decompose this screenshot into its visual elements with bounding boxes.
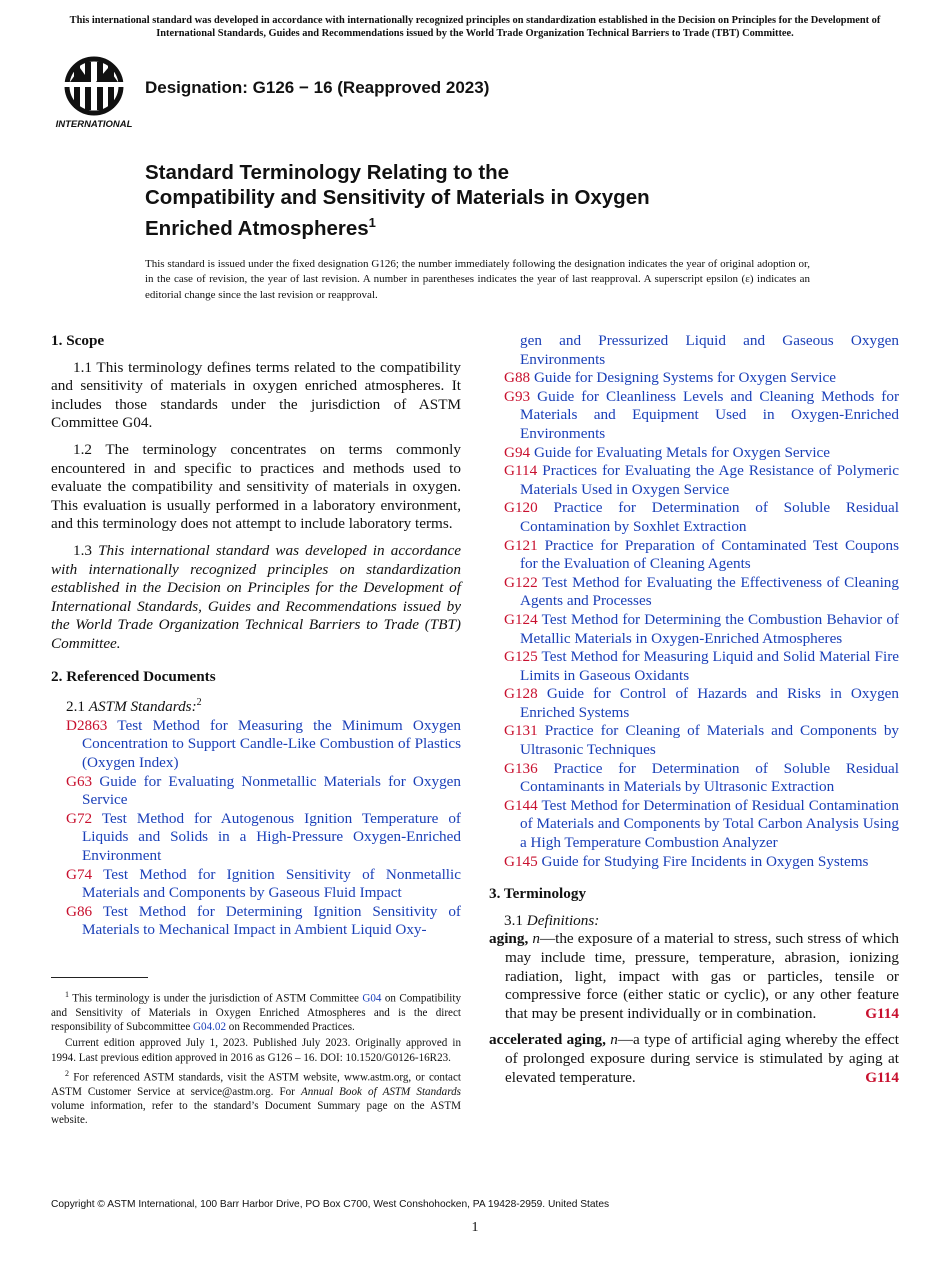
reference-title[interactable]: Guide for Control of Hazards and Risks in Oxygen Enriched Systems (520, 685, 900, 721)
title-line-3: Enriched Atmospheres$^1$ (145, 215, 376, 240)
reference-item (489, 685, 899, 722)
reference-item (489, 648, 899, 685)
term-text: —the exposure of a material to stress, such stress of which may include time, pressure, temperature, abrasion, ionizing radiation, light, impact with gas or particles, tensile or compressive force (either static or cyclic), or any other feature that may be present individually or in combination. (505, 930, 900, 1022)
reference-title[interactable]: Test Method for Ignition Sensitivity of Nonmetallic Materials and Components by Gaseous Fluid Impact (82, 865, 461, 902)
reference-title[interactable]: Test Method for Determination of Residual Contamination of Materials and Components by Total Carbon Analysis Using a High Temperature Combustion Analyzer (520, 796, 899, 852)
reference-code[interactable]: G124 (504, 610, 538, 628)
reference-code[interactable]: G94 (504, 443, 531, 461)
term-source-ref[interactable]: G114 (865, 1068, 899, 1086)
reference-item (489, 369, 899, 388)
footnote-2: $^2$ For referenced ASTM standards, visit the ASTM website, www.astm.org, or contact ASTM Customer Service at service@astm.org. For Annual Book of ASTM Standards volume information, refer to the standard’s Document Summary page on the ASTM website. (51, 1068, 461, 1126)
reference-title[interactable]: Guide for Cleanliness Levels and Cleaning Methods for Materials and Equipment Used in Oxygen-Enriched Environments (520, 387, 900, 442)
term-text: —a type of artificial aging whereby the effect of prolonged exposure during service is stimulated by aging at elevated temperature. (505, 1031, 900, 1086)
reference-item (489, 760, 899, 797)
reference-title[interactable]: Practice for Cleaning of Materials and Components by Ultrasonic Techniques (520, 722, 900, 759)
logo-text: INTERNATIONAL (55, 119, 133, 130)
reference-code[interactable]: G120 (504, 499, 538, 517)
footnote-rule (51, 977, 148, 978)
reference-code[interactable]: G145 (504, 852, 538, 870)
left-reference-list (51, 717, 461, 940)
right-column (489, 332, 899, 1087)
reference-item (489, 537, 899, 574)
reference-item (489, 574, 899, 611)
reference-title[interactable]: Guide for Studying Fire Incidents in Oxygen Systems (541, 852, 869, 870)
reference-code[interactable]: D2863 (66, 716, 108, 734)
copyright: Copyright © ASTM International, 100 Barr Harbor Drive, PO Box C700, West Conshohocken, PA 19428-2959. United States (51, 1199, 610, 1210)
reference-code[interactable]: G128 (504, 685, 538, 703)
header-note: This international standard was developed in accordance with internationally recognized principles on standardization established in the Decision on Principles for the Development of International Standards, Guides and Recommendations issued by the World Trade Organization Technical Barriers to Trade (TBT) Committee. (69, 15, 881, 39)
committee-link[interactable]: G04 (362, 992, 382, 1005)
page-number: 1 (471, 1220, 479, 1235)
title-line-1: Standard Terminology Relating to the (145, 161, 510, 184)
term-part-of-speech: n (532, 930, 540, 948)
term-definition (489, 930, 899, 1023)
footnotes (51, 988, 461, 1129)
reference-code[interactable]: G88 (504, 369, 531, 387)
reference-item (489, 722, 899, 759)
reference-item (489, 388, 899, 444)
document-title (145, 160, 845, 241)
issue-note: This standard is issued under the fixed designation G126; the number immediately following the designation indicates the year of original adoption or, in the case of revision, the year of last revision. A number in parentheses indicates the year of last reapproval. A superscript epsilon (ε) indicates an editorial change since the last revision or reapproval. (145, 258, 810, 301)
scope-paragraph-1: 1.1 This terminology defines terms related to the compatibility and sensitivity of materials in oxygen enriched atmospheres. It includes those standards under the jurisdiction of ASTM Committee G04. (51, 358, 461, 432)
reference-item (489, 462, 899, 499)
reference-title[interactable]: Test Method for Measuring the Minimum Oxygen Concentration to Support Candle-Like Combustion of Plastics (Oxygen Index) (82, 716, 461, 771)
reference-title[interactable]: Test Method for Determining the Combustion Behavior of Metallic Materials in Oxygen-Enriched Atmospheres (520, 610, 899, 647)
reference-title[interactable]: Test Method for Determining Ignition Sensitivity of Materials to Mechanical Impact in Ambient Liquid Oxy- (82, 902, 461, 939)
reference-code[interactable]: G74 (66, 865, 93, 883)
reference-item (51, 717, 461, 773)
reference-item (489, 797, 899, 853)
astm-logo-icon (52, 56, 136, 132)
left-column (51, 332, 461, 940)
reference-item (51, 903, 461, 940)
subcommittee-link[interactable]: G04.02 (193, 1021, 227, 1034)
terminology-heading: 3. Terminology (489, 885, 587, 903)
reference-code[interactable]: G144 (504, 796, 538, 814)
reference-code[interactable]: G72 (66, 809, 93, 827)
reference-title[interactable]: Guide for Evaluating Metals for Oxygen Service (533, 443, 831, 461)
scope-heading: 1. Scope (51, 332, 105, 349)
astm-logo (52, 56, 136, 132)
reference-code[interactable]: G122 (504, 573, 538, 591)
reference-title[interactable]: Guide for Evaluating Nonmetallic Materials for Oxygen Service (82, 772, 462, 809)
reference-title[interactable]: Practice for Determination of Soluble Residual Contamination by Soxhlet Extraction (520, 499, 900, 535)
reference-code[interactable]: G86 (66, 902, 93, 920)
footnote-edition: Current edition approved July 1, 2023. Published July 2023. Originally approved in 1994. Last previous edition approved in 2016 as G126 – 16. DOI: 10.1520/G0126-16R23. (51, 1037, 461, 1064)
refdocs-heading: 2. Referenced Documents (51, 667, 216, 685)
right-reference-list (489, 369, 899, 871)
reference-code[interactable]: G131 (504, 722, 538, 740)
reference-item (51, 810, 461, 866)
reference-title[interactable]: Test Method for Measuring Liquid and Solid Material Fire Limits in Gaseous Oxidants (520, 648, 900, 684)
reference-title[interactable]: Test Method for Autogenous Ignition Temperature of Liquids and Solids in a High-Pressure Oxygen-Enriched Environment (82, 809, 461, 864)
definitions-subheading: 3.1 Definitions: (504, 911, 600, 929)
reference-title[interactable]: Practices for Evaluating the Age Resistance of Polymeric Materials Used in Oxygen Service (520, 462, 899, 498)
term-word: accelerated aging, (489, 1031, 606, 1049)
reference-item (51, 866, 461, 903)
reference-title[interactable]: Guide for Designing Systems for Oxygen Service (533, 369, 836, 387)
astm-standards-subheading: 2.1 ASTM Standards:$^2$ (66, 697, 202, 716)
reference-item (489, 499, 899, 536)
scope-paragraph-3: 1.3 This international standard was developed in accordance with internationally recognized principles on standardization established in the Decision on Principles for the Development of International Standards, Guides and Recommendations issued by the World Trade Organization Technical Barriers to Trade (TBT) Committee. (51, 541, 462, 652)
reference-continuation[interactable]: gen and Pressurized Liquid and Gaseous Oxygen Environments (520, 332, 899, 368)
reference-item (489, 611, 899, 648)
footnote-1: $^1$ This terminology is under the jurisdiction of ASTM Committee G04 on Compatibility and Sensitivity of Materials in Oxygen Enriched Atmospheres and is the direct responsibility of Subcommittee G04.02 on Recommended Practices. (51, 990, 461, 1034)
term-word: aging, (489, 930, 529, 948)
reference-item (489, 444, 899, 463)
reference-title[interactable]: Test Method for Evaluating the Effectiveness of Cleaning Agents and Processes (520, 573, 899, 610)
reference-code[interactable]: G121 (504, 536, 538, 554)
scope-paragraph-2: 1.2 The terminology concentrates on terms commonly encountered in and specific to practices and methods used to evaluate the compatibility and sensitivity of materials in oxygen. This evaluation is usually performed in a laboratory environment, and this terminology does not attempt to include laboratory terms. (51, 440, 461, 533)
term-source-ref[interactable]: G114 (865, 1004, 899, 1022)
term-part-of-speech: n (610, 1031, 618, 1049)
reference-title[interactable]: Practice for Preparation of Contaminated Test Coupons for the Evaluation of Cleaning Agents (520, 536, 900, 573)
reference-code[interactable]: G114 (504, 462, 538, 480)
reference-item (489, 853, 899, 872)
title-footnote-mark: 1 (368, 215, 376, 230)
term-definition (489, 1031, 899, 1087)
reference-code[interactable]: G63 (66, 772, 93, 790)
term-list (489, 930, 899, 1087)
title-line-2: Compatibility and Sensitivity of Materials in Oxygen (145, 186, 650, 209)
reference-item (51, 773, 461, 810)
reference-code[interactable]: G93 (504, 387, 531, 405)
reference-code[interactable]: G136 (504, 759, 538, 777)
reference-code[interactable]: G125 (504, 648, 538, 666)
designation: Designation: G126 − 16 (Reapproved 2023) (145, 78, 490, 97)
reference-title[interactable]: Practice for Determination of Soluble Residual Contaminants in Materials by Ultrasonic Extraction (520, 759, 900, 796)
